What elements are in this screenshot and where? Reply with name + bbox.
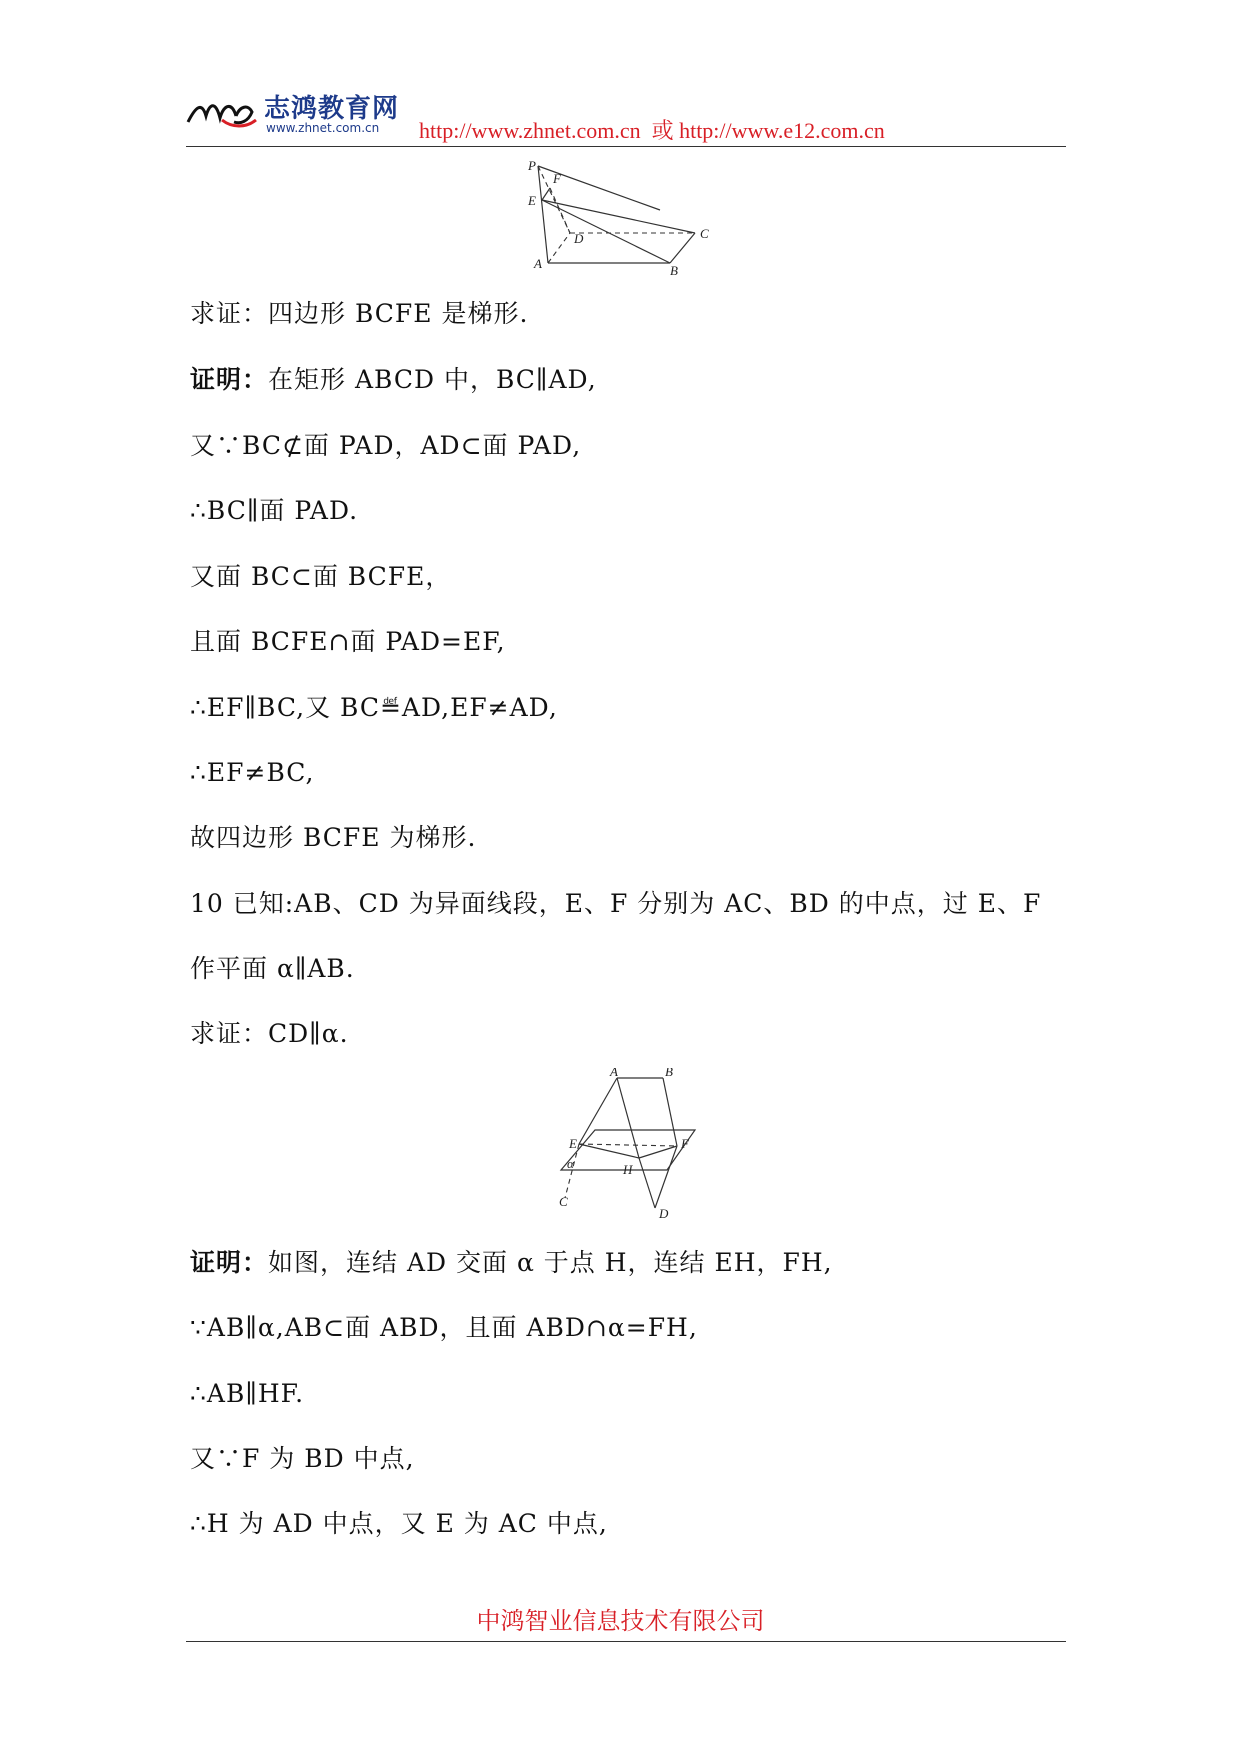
edge-AH (617, 1078, 639, 1158)
pyramid-figure (520, 158, 720, 276)
edge-AC-upper (579, 1078, 617, 1144)
edge-FH (639, 1146, 677, 1158)
plane-figure (555, 1068, 705, 1220)
logo-name: 志鸿教育网 (264, 94, 400, 124)
edge-BF (663, 1078, 677, 1146)
edge-EB (542, 200, 670, 263)
label-P: P (528, 158, 536, 173)
text-line-8: ∴EF≠BC, (190, 758, 315, 787)
text-line-9: 故四边形 BCFE 为梯形. (190, 823, 477, 852)
label-F: F (681, 1136, 689, 1151)
text-line-6: 且面 BCFE∩面 PAD=EF, (190, 627, 506, 656)
edge-FE (542, 188, 550, 200)
footer-company: 中鸿智业信息技术有限公司 (476, 1607, 765, 1635)
logo-mark-icon (186, 92, 258, 132)
label-H: H (623, 1162, 633, 1177)
label-alpha: α (567, 1156, 574, 1171)
label-B: B (665, 1068, 673, 1079)
label-D: D (574, 231, 584, 246)
edge-HD (639, 1158, 655, 1208)
label-E: E (569, 1136, 577, 1151)
header-links[interactable]: http://www.zhnet.com.cn 或 http://www.e12.com.cn (419, 118, 885, 143)
label-C: C (559, 1194, 568, 1209)
text-line-2: 证明：在矩形 ABCD 中，BC∥AD, (190, 365, 597, 394)
edge-FD (655, 1146, 677, 1208)
text-line-5: 又面 BC⊂面 BCFE， (190, 562, 452, 591)
edge-EF (579, 1144, 677, 1146)
label-E: E (528, 193, 536, 208)
label-D: D (659, 1206, 669, 1220)
edge-PA (538, 166, 548, 263)
edge-BC (670, 233, 695, 263)
edge-AD (548, 233, 570, 263)
text-line-11: 作平面 α∥AB. (190, 954, 355, 983)
text-line-13: 证明：如图，连结 AD 交面 α 于点 H，连结 EH，FH, (190, 1248, 833, 1277)
page-header (186, 88, 1066, 148)
text-line-17: ∴H 为 AD 中点，又 E 为 AC 中点, (190, 1509, 608, 1538)
edge-EH (579, 1144, 639, 1158)
text-line-7: ∴EF∥BC,又 BC≝AD,EF≠AD, (190, 693, 558, 722)
text-line-3: 又∵BC⊄面 PAD，AD⊂面 PAD, (190, 431, 582, 460)
label-F: F (553, 171, 561, 186)
logo-url: www.zhnet.com.cn (266, 121, 380, 135)
text-line-10: 10 已知:AB、CD 为异面线段，E、F 分别为 AC、BD 的中点，过 E、F (190, 889, 1042, 918)
text-line-4: ∴BC∥面 PAD. (190, 496, 359, 525)
label-A: A (534, 256, 542, 271)
text-line-12: 求证：CD∥α. (190, 1019, 349, 1048)
text-line-14: ∵AB∥α,AB⊂面 ABD，且面 ABD∩α=FH, (190, 1313, 698, 1342)
text-line-1: 求证：四边形 BCFE 是梯形. (190, 299, 529, 328)
footer-divider (186, 1641, 1066, 1642)
label-B: B (670, 263, 678, 276)
edge-EC (542, 200, 695, 233)
header-divider (186, 146, 1066, 147)
text-line-16: 又∵F 为 BD 中点, (190, 1444, 415, 1473)
text-line-15: ∴AB∥HF. (190, 1379, 305, 1408)
label-C: C (700, 226, 709, 241)
label-A: A (610, 1068, 618, 1079)
